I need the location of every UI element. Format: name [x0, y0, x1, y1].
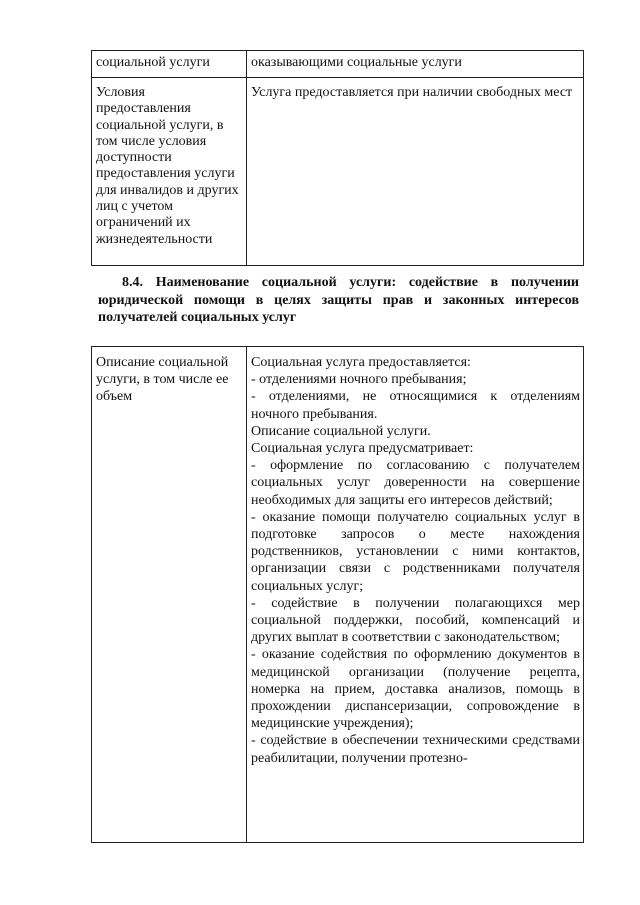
description-cell — [247, 347, 584, 843]
table-row — [92, 51, 584, 78]
description-line: Социальная услуга предоставляется: — [251, 355, 471, 370]
description-line: - содействие в обеспечении техническими средствами реабилитации, получении протезно- — [251, 733, 580, 766]
row-label: Описание социальной услуги, в том числе ее объем — [92, 347, 247, 843]
description-line: - оказание помощи получателю социальных услуг в подготовке запросов о месте нахождения родственников, установлении с ними контактов, организации связи с родственниками получателя социальных услуг; — [251, 509, 580, 594]
row-label: социальной услуги — [92, 51, 247, 78]
row-value: Услуга предоставляется при наличии свободных мест — [247, 78, 584, 266]
description-line: - оформление по согласованию с получателем социальных услуг доверенности на совершение необходимых для защиты его интересов действий; — [251, 458, 580, 508]
description-line: Описание социальной услуги. — [251, 423, 431, 439]
description-line: - оказание содействия по оформлению документов в медицинской организации (получение рецепта, номерка на прием, доставка анализов, помощь в прохождении диспансеризации, сопровождение в медицинские учреждения); — [251, 647, 580, 732]
row-label: Условия предоставления социальной услуги, в том числе условия доступности предоставления услуги для инвалидов и других лиц с учетом ограничений их жизнедеятельности — [92, 78, 247, 266]
service-description-table — [91, 346, 584, 843]
description-line: - отделениями, не относящимися к отделениям ночного пребывания. — [251, 389, 580, 422]
table-row — [92, 347, 584, 843]
services-table-continued — [91, 50, 584, 266]
row-value: оказывающими социальные услуги — [247, 51, 584, 78]
description-line: - отделениями ночного пребывания; — [251, 372, 467, 388]
table-row — [92, 78, 584, 266]
description-line: Социальная услуга предусматривает: — [251, 441, 474, 457]
description-line: - содействие в получении полагающихся мер социальной поддержки, пособий, компенсаций и других выплат в соответствии с законодательством; — [251, 595, 580, 646]
section-heading: 8.4. Наименование социальной услуги: содействие в получении юридической помощи в целях защиты прав и законных интересов получателей социальных услуг — [98, 275, 579, 326]
